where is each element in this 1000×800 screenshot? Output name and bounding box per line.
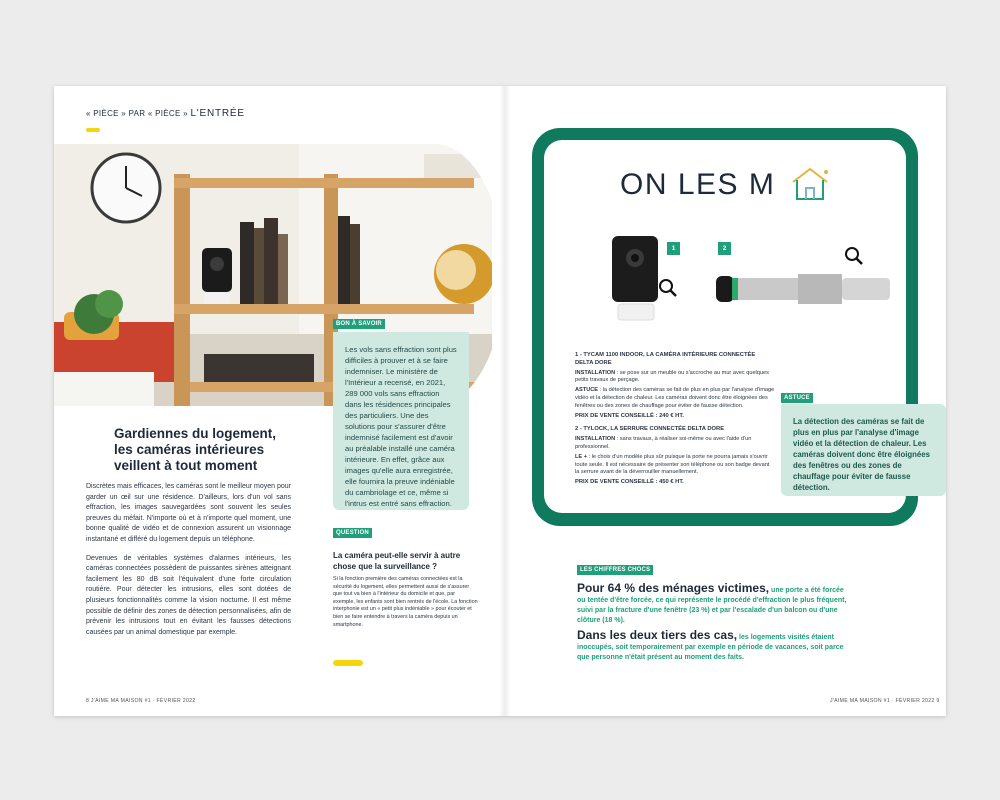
- running-header-section: L'ENTRÉE: [190, 108, 245, 119]
- yellow-accent: [86, 128, 100, 132]
- product-tip: ASTUCE : la détection des caméras se fait de plus en plus par l'analyse d'image vidéo et la détection de chaleur. Les caméras doivent donc être éloignées des fenêtres ou des zones de chauffage pour éviter de fausse détection.: [575, 387, 775, 409]
- question-tag: QUESTION: [333, 528, 372, 538]
- product-price: PRIX DE VENTE CONSEILLÉ : 450 € HT.: [575, 479, 684, 486]
- astuce-box: [781, 404, 946, 496]
- article-body: [86, 482, 291, 646]
- product-title: 1 - TYCAM 1100 INDOOR, LA CAMÉRA INTÉRIEURE CONNECTÉE DELTA DORE: [575, 352, 756, 366]
- product-number-tag: 1: [667, 242, 680, 255]
- product-number-tag: 2: [718, 242, 731, 255]
- page-gutter: [499, 86, 511, 716]
- article-title: Gardiennes du logement, les caméras intérieures veillent à tout moment: [114, 426, 277, 473]
- yellow-accent: [333, 660, 363, 666]
- section-headline: [620, 168, 775, 202]
- running-header-small: « PIÈCE » PAR « PIÈCE »: [86, 109, 188, 118]
- product-install: INSTALLATION : se pose sur un meuble ou s'accroche au mur avec quelques petits travaux de perçage.: [575, 369, 769, 384]
- astuce-tag: ASTUCE: [781, 393, 813, 403]
- question-title: La caméra peut-elle servir à autre chose que la surveillance ?: [333, 551, 461, 571]
- product-descriptions: [575, 352, 775, 489]
- product-price: PRIX DE VENTE CONSEILLÉ : 240 € HT.: [575, 412, 684, 419]
- bon-a-savoir-box: [333, 332, 469, 510]
- page-footer-right: J'AIME MA MAISON #1 · FÉVRIER 2022 9: [830, 698, 940, 704]
- article-paragraph: Devenues de véritables systèmes d'alarmes intérieurs, les caméras connectées possèdent de puissantes sirènes atteignant facilement les 80 dB soit l'équivalent d'une forte circulation routière. Pour détecter les intrusions, elles sont dotées de plusieurs fonctionnalités comme la vision nocturne. Il est même possible de définir des zones de détection personnalisées, afin de prévenir les intrusions tout en évitant les fausses détections causées par un animal domestique par exemple.: [86, 554, 291, 636]
- product-title: 2 - TYLOCK, LA SERRURE CONNECTÉE DELTA DORE: [575, 426, 725, 433]
- article-paragraph: Discrètes mais efficaces, les caméras sont le meilleur moyen pour garder un œil sur une résidence. D'ailleurs, lors d'un vol sans effraction, les images sauvegardées sont souvent les seules preuves du méfait. N'importe où et à n'importe quel moment, une bonne qualité de vidéo et de connexion assurent un visionnage instantané et différé du logement depuis un téléphone.: [86, 483, 291, 543]
- lock-product-image: [714, 268, 892, 308]
- zoom-icon[interactable]: [658, 278, 678, 298]
- headline-text: ON LES M: [620, 168, 776, 201]
- house-logo-icon: [790, 166, 830, 202]
- question-body: Si la fonction première des caméras connectées est la sécurité du logement, elles permettent aussi de s'assurer que tout va bien à l'intérieur du domicile et que, par exemple, les enfants sont bien rentrés de l'école. La fonction interphonie est un « petit plus indéniable » pour écouter et bien se faire entendre à travers la caméra depuis un smartphone.: [333, 576, 478, 628]
- chiffres-chocs: [577, 583, 847, 667]
- product-install: INSTALLATION : sans travaux, à réaliser soi-même ou avec l'aide d'un professionnel.: [575, 436, 752, 450]
- bon-a-savoir-text: Les vols sans effraction sont plus difficiles à prouver et à se faire indemniser. Le ministère de l'Intérieur a recensé, en 2021, 289 000 vols sans effraction dans les résidences principales des particuliers. Une des solutions pour s'assurer d'être indemnisé facilement est d'avoir au préalable installé une caméra intérieure. En effet, grâce aux images qu'elle aura enregistrée, elle fournira la preuve indéniable du cambriolage et ce, même si l'intrus est entré sans effraction.: [345, 345, 457, 508]
- page-footer-left: 8 J'AIME MA MAISON #1 · FÉVRIER 2022: [86, 698, 196, 704]
- running-header: [86, 108, 245, 119]
- zoom-icon[interactable]: [844, 246, 864, 266]
- bon-a-savoir-tag: BON À SAVOIR: [333, 319, 385, 329]
- product-plus: LE + : le choix d'un modèle plus sûr puisque la porte ne pourra jamais s'ouvrir toute seule. Il est nécessaire de présenter son téléphone ou son badge devant la serrure avant de la déverrouiller manuellement.: [575, 453, 770, 476]
- astuce-text: La détection des caméras se fait de plus en plus par l'analyse d'image vidéo et la détection de chaleur. Les caméras doivent donc être éloignées des fenêtres ou des zones de chauffage pour éviter de fausse détection.: [793, 417, 930, 492]
- statistic-1: Pour 64 % des ménages victimes, une porte a été forcée ou tentée d'être forcée, ce qui représente le procédé d'effraction le plus fréquent, suivi par la fracture d'une fenêtre (23 %) et par l'escalade d'un balcon ou d'une clôture (18 %).: [577, 581, 847, 624]
- statistic-2: Dans les deux tiers des cas, les logements visités étaient inoccupés, soit temporairement par exemple en période de vacances, soit parce que personne n'était présent au moment des faits.: [577, 628, 844, 661]
- chiffres-chocs-tag: LES CHIFFRES CHOCS: [577, 565, 653, 575]
- camera-product-image: [610, 234, 662, 324]
- magazine-spread: [54, 86, 946, 716]
